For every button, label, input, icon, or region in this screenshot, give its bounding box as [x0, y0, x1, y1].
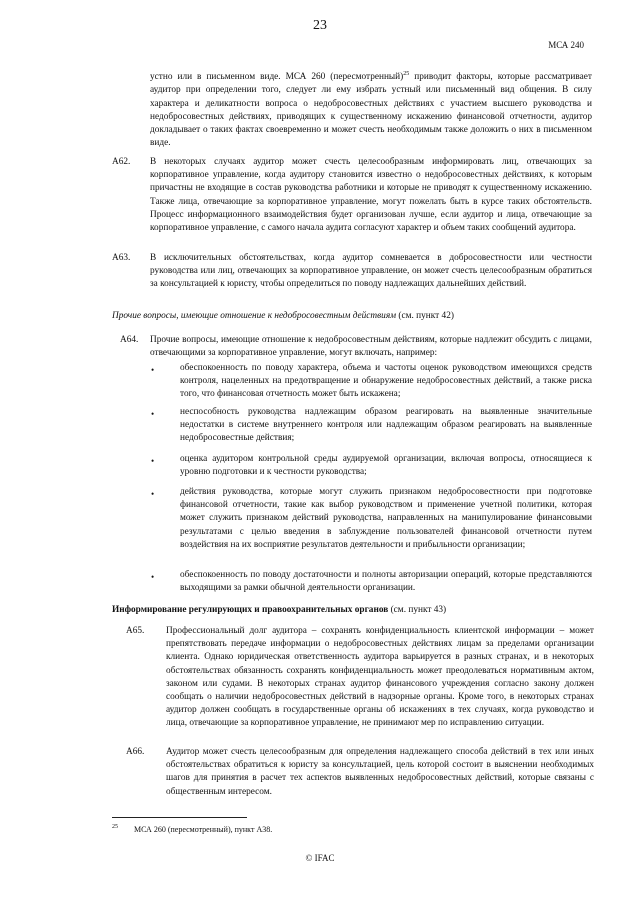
a64-bullet-item: неспособность руководства надлежащим образом реагировать на выявленные значительные недостатки в системе внутреннего контроля или надлежащим образом реагировать на выявленные недобросовестные действия;: [180, 407, 592, 444]
footnote-reference[interactable]: 25: [403, 71, 410, 77]
footnote-divider: [112, 817, 247, 818]
other-matters-heading-title: Прочие вопросы, имеющие отношение к недобросовестным действиям: [112, 311, 397, 321]
regulators-heading-ref[interactable]: (см. пункт 43): [388, 605, 447, 615]
a62-number: A62.: [112, 157, 131, 167]
bullet-icon: •: [151, 572, 155, 582]
footnote-number: 25: [112, 824, 118, 830]
page-number: 23: [313, 18, 327, 33]
a65-paragraph: Профессиональный долг аудитора – сохранять конфиденциальность клиентской информации – может препятствовать передаче информации о недобросовестных действиях лицам за пределами организации клиента. Однако юридическая ответственность аудитора варьируется в разных странах, и в некоторых обстоятельствах обязанность сохранять конфиденциальность может преодолеваться нормативным актом, законом или судами. В некоторых странах аудитор финансового учреждения согласно закону должен сообщать о наличии недобросовестных действий в надзорные органы. Кроме того, в некоторых странах аудитор должен сообщать в государственные органы об искажениях в тех случаях, когда руководство и лица, отвечающие за корпоративное управление, не принимают мер по исправлению ситуации.: [166, 626, 594, 729]
regulators-heading: [112, 604, 592, 617]
intro-text-after: приводит факторы, которые рассматривает аудитор при определении того, следует ли ему избрать устный или письменный вид общения. В силу характера и деликатности вопроса о недобросовестных действиях с участием высшего руководства и недобросовестных действиях, приводящих к существенному искажению финансовой отчетности, аудитор докладывает о таких фактах своевременно и может счесть необходимым также доложить о них в письменном виде.: [150, 72, 592, 149]
bullet-icon: •: [151, 456, 155, 466]
a64-bullet-item: обеспокоенность по поводу достаточности и полноты авторизации операций, которые представляются выходящими за рамки обычной деятельности организации.: [180, 570, 592, 594]
intro-text-before: устно или в письменном виде. МСА 260 (пересмотренный): [150, 72, 404, 83]
a64-bullet-item: действия руководства, которые могут служить признаком недобросовестности при подготовке финансовой отчетности, такие как выбор руководством и применение учетной политики, которая может служить признаком действий руководства, направленных на манипулирование финансовыми результатами с целью введения в заблуждение пользователей финансовой отчетности путем воздействия на их восприятие результатов деятельности и прибыльности организации;: [180, 487, 592, 550]
a64-intro: Прочие вопросы, имеющие отношение к недобросовестным действиям, которые надлежит обсудить с лицами, отвечающими за корпоративное управление, могут включать, например:: [150, 335, 592, 359]
bullet-icon: •: [151, 489, 155, 499]
intro-paragraph: [150, 68, 592, 150]
regulators-heading-title: Информирование регулирующих и правоохранительных органов: [112, 605, 389, 615]
footnote: [112, 825, 272, 834]
other-matters-heading-ref[interactable]: (см. пункт 42): [396, 311, 454, 321]
a66-paragraph: Аудитор может счесть целесообразным для определения надлежащего способа действий в тех или иных обстоятельствах обратиться к юристу за консультацией, цель которой состоит в выяснении необходимых шагов для принятия в расчет тех аспектов выявленных недобросовестных действий, которые связаны с общественным интересом.: [166, 747, 594, 797]
footnote-text: МСА 260 (пересмотренный), пункт A38.: [134, 825, 273, 834]
a64-bullet-item: оценка аудитором контрольной среды аудируемой организации, включая вопросы, относящиеся к уровню подготовки и к честности руководства;: [180, 454, 592, 478]
other-matters-heading: [112, 310, 592, 323]
a65-number: A65.: [126, 626, 145, 636]
bullet-icon: •: [151, 409, 155, 419]
a63-paragraph: В исключительных обстоятельствах, когда аудитор сомневается в добросовестности или честности руководства или лиц, отвечающих за корпоративное управление, он может счесть целесообразным обратиться за консультацией к юристу, чтобы определиться по поводу надлежащих дальнейших действий.: [150, 253, 592, 290]
a63-number: A63.: [112, 253, 131, 263]
standard-code: МСА 240: [548, 40, 584, 50]
a66-number: A66.: [126, 747, 145, 757]
a64-number: A64.: [120, 335, 139, 345]
bullet-icon: •: [151, 365, 155, 375]
copyright-footer: © IFAC: [305, 853, 335, 863]
a62-paragraph: В некоторых случаях аудитор может счесть целесообразным информировать лиц, отвечающих за корпоративное управление, когда аудитору становится известно о недобросовестных действиях, к которым причастны не входящие в состав руководства работники и которые не приводят к существенному искажению. Также лица, отвечающие за корпоративное управление, могут пожелать быть в курсе таких обстоятельств. Процесс информационного взаимодействия будет организован лучше, если аудитор и лица, отвечающие за корпоративное управление, с самого начала аудита согласуют характер и объем таких сообщений аудитора.: [150, 157, 592, 234]
a64-bullet-item: обеспокоенность по поводу характера, объема и частоты оценок руководством имеющихся средств контроля, нацеленных на предотвращение и обнаружение недобросовестных действий, а также риска того, что финансовая отчетность может быть искажена;: [180, 363, 592, 400]
